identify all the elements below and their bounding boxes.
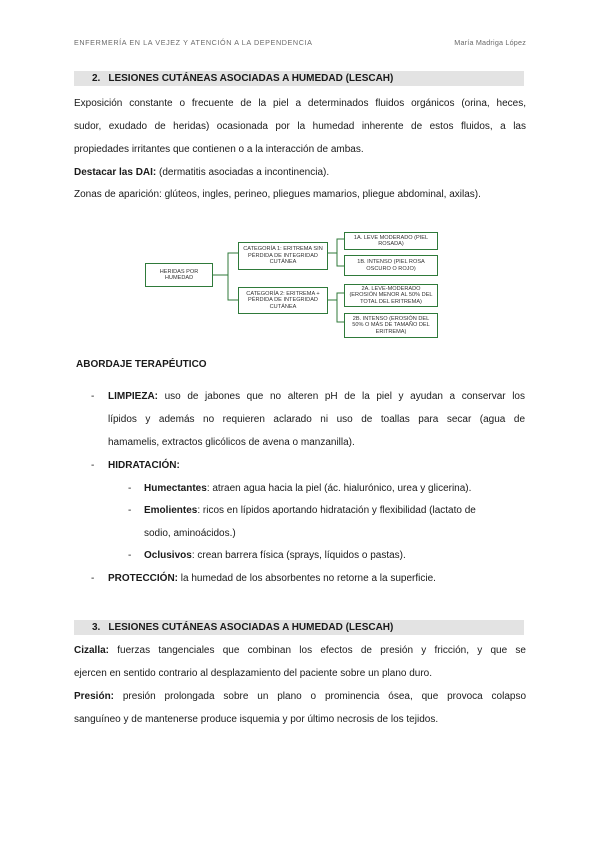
- section-3-heading: [92, 620, 393, 635]
- diagram-category-1-label: CATEGORÍA 1: ERITREMA SIN PÉRDIDA DE INTEGRIDAD CUTÁNEA: [243, 246, 323, 266]
- presion-line-2: sanguíneo y de mantenerse produce isquemia y por último necrosis de los tejidos.: [74, 714, 439, 725]
- diagram-root-box: [145, 263, 213, 287]
- definition-line-1: Exposición constante o frecuente de la piel a determinados fluidos orgánicos (orina, heces,: [74, 98, 526, 109]
- diagram-leaf-2a-box: [344, 284, 438, 307]
- humectantes-line: [144, 481, 526, 496]
- section-2-title: LESIONES CUTÁNEAS ASOCIADAS A HUMEDAD (LESCAH): [108, 73, 394, 84]
- diagram-leaf-1b-label: 1B. INTENSO (PIEL ROSA OSCURO O ROJO): [357, 259, 425, 272]
- limpieza-line-3: hamamelis, extractos glicólicos de avena o manzanilla).: [108, 437, 355, 448]
- cizalla-line-2: ejercen en sentido contrario al desplazamiento del paciente sobre un plano duro.: [74, 668, 433, 679]
- presion-text-1: presión prolongada sobre un plano o prominencia ósea, que provoca colapso: [114, 691, 526, 702]
- dai-label: Destacar las DAI:: [74, 167, 157, 178]
- running-header-author: María Madriga López: [454, 38, 526, 47]
- connector-cat2-2a: [328, 293, 344, 300]
- diagram-leaf-2b-label: 2B. INTENSO (EROSIÓN DEL 50% O MÁS DE TAMAÑO DEL ERITREMA): [352, 315, 430, 335]
- cizalla-label: Cizalla:: [74, 645, 110, 656]
- sub-bullet-dash: -: [128, 550, 132, 561]
- humectantes-text: : atraen agua hacia la piel (ác. hialurónico, urea y glicerina).: [206, 483, 472, 494]
- oclusivos-line: [144, 548, 526, 563]
- limpieza-text-1: uso de jabones que no alteren pH de la piel y ayudan a conservar los: [158, 391, 525, 402]
- diagram-category-2-box: [238, 287, 328, 314]
- emolientes-label: Emolientes: [144, 505, 198, 516]
- oclusivos-text: : crean barrera física (sprays, líquidos o pastas).: [191, 550, 406, 561]
- connector-cat1-1a: [328, 239, 344, 253]
- proteccion-text: la humedad de los absorbentes no retorne a la superficie.: [178, 573, 436, 584]
- humectantes-label: Humectantes: [144, 483, 207, 494]
- cizalla-line-1: [74, 643, 526, 658]
- section-2-number: 2.: [92, 73, 101, 84]
- presion-label: Presión:: [74, 691, 115, 702]
- abordaje-heading: ABORDAJE TERAPÉUTICO: [76, 359, 207, 370]
- sub-bullet-dash: -: [128, 483, 132, 494]
- diagram-category-2-label: CATEGORÍA 2: ERITREMA + PÉRDIDA DE INTEGRIDAD CUTÁNEA: [246, 290, 320, 310]
- bullet-dash: -: [91, 460, 95, 471]
- oclusivos-label: Oclusivos: [144, 550, 192, 561]
- limpieza-line-2: lípidos y además no requieren aclarado ni uso de toallas para secar (agua de: [108, 414, 525, 425]
- bullet-dash: -: [91, 391, 95, 402]
- bullet-dash: -: [91, 573, 95, 584]
- connector-root-cat2: [228, 275, 238, 300]
- proteccion-line: [108, 571, 525, 586]
- diagram-leaf-1a-label: 1A. LEVE MODERADO (PIEL ROSADA): [353, 234, 429, 247]
- limpieza-label: LIMPIEZA:: [108, 391, 158, 402]
- diagram-root-label: HERIDAS POR HUMEDAD: [159, 268, 199, 281]
- section-3-number: 3.: [92, 622, 101, 633]
- section-2-heading: [92, 71, 393, 86]
- diagram-category-1-box: [238, 242, 328, 270]
- sub-bullet-dash: -: [128, 505, 132, 516]
- section-3-title: LESIONES CUTÁNEAS ASOCIADAS A HUMEDAD (LESCAH): [108, 622, 394, 633]
- hidratacion-label: HIDRATACIÓN:: [108, 460, 180, 471]
- limpieza-line-1: [108, 389, 525, 404]
- connector-cat1-1b: [337, 253, 344, 266]
- emolientes-line-2: sodio, aminoácidos.): [144, 528, 236, 539]
- diagram-leaf-1a-box: [344, 232, 438, 250]
- diagram-leaf-1b-box: [344, 255, 438, 276]
- dai-text: (dermatitis asociadas a incontinencia).: [156, 167, 330, 178]
- cizalla-text-1: fuerzas tangenciales que combinan los efectos de presión y fricción, y que se: [109, 645, 526, 656]
- running-header-title: ENFERMERÍA EN LA VEJEZ Y ATENCIÓN A LA DEPENDENCIA: [74, 38, 313, 47]
- connector-root-cat1: [213, 253, 238, 275]
- presion-line-1: [74, 689, 526, 704]
- definition-line-3: propiedades irritantes que contienen o a la interacción de ambas.: [74, 144, 364, 155]
- diagram-leaf-2b-box: [344, 313, 438, 338]
- connector-cat2-2b: [337, 300, 344, 322]
- definition-line-2: sudor, exudado de heridas) ocasionada por la humedad inherente de estos fluidos, a las: [74, 121, 526, 132]
- zones-line: Zonas de aparición: glúteos, ingles, perineo, pliegues mamarios, pliegue abdominal, axilas).: [74, 189, 481, 200]
- diagram-leaf-2a-label: 2A. LEVE-MODERADO (EROSIÓN MENOR AL 50% DEL TOTAL DEL ERITREMA): [349, 285, 433, 305]
- proteccion-label: PROTECCIÓN:: [108, 573, 178, 584]
- dai-line: [74, 165, 526, 180]
- emolientes-text-1: : ricos en lípidos aportando hidratación y flexibilidad (lactato de: [197, 505, 476, 516]
- emolientes-line-1: [144, 503, 526, 518]
